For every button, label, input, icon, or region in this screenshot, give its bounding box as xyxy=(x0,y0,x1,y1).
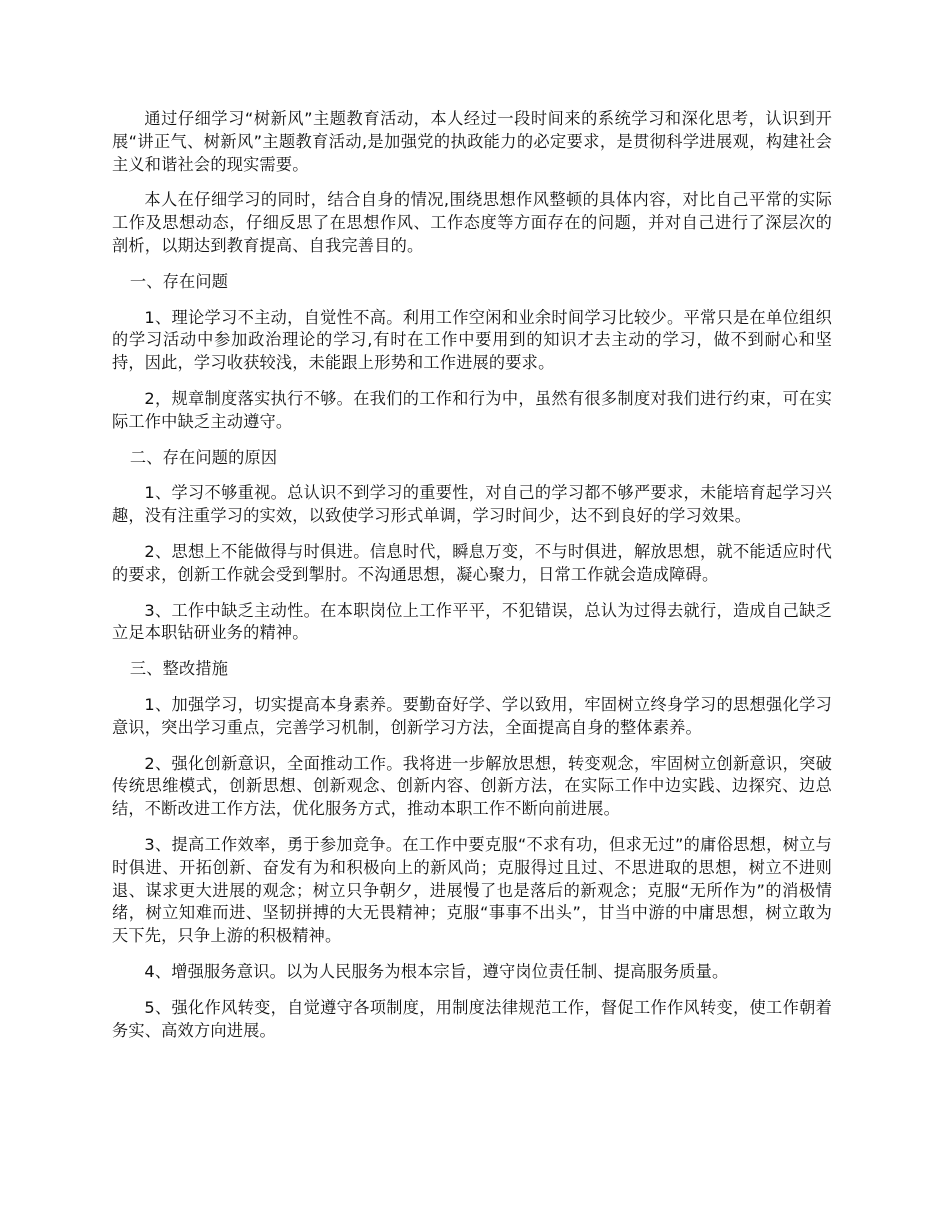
measure-item-1: 1、加强学习，切实提高本身素养。要勤奋好学、学以致用，牢固树立终身学习的思想强化学习意识，突出学习重点，完善学习机制，创新学习方法，全面提高自身的整体素养。 xyxy=(112,694,832,737)
measure-item-2: 2、强化创新意识，全面推动工作。我将进一步解放思想，转变观念，牢固树立创新意识，突破传统思维模式，创新思想、创新观念、创新内容、创新方法，在实际工作中边实践、边探究、边总结，不断改进工作方法，优化服务方式，推动本职工作不断向前进展。 xyxy=(112,753,832,819)
measure-item-3: 3、提高工作效率，勇于参加竞争。在工作中要克服“不求有功，但求无过”的庸俗思想，树立与时俱进、开拓创新、奋发有为和积极向上的新风尚；克服得过且过、不思进取的思想，树立不进则退、谋求更大进展的观念；树立只争朝夕，进展慢了也是落后的新观念；克服“无所作为”的消极情绪，树立知难而进、坚韧拼搏的大无畏精神；克服“事事不出头”，甘当中游的中庸思想，树立敢为天下先，只争上游的积极精神。 xyxy=(112,834,832,946)
intro-paragraph-1: 通过仔细学习“树新风”主题教育活动，本人经过一段时间来的系统学习和深化思考，认识到开展“讲正气、树新风”主题教育活动,是加强党的执政能力的必定要求，是贯彻科学进展观，构建社会主义和谐社会的现实需要。 xyxy=(112,109,832,174)
problem-item-2: 2，规章制度落实执行不够。在我们的工作和行为中，虽然有很多制度对我们进行约束，可在实际工作中缺乏主动遵守。 xyxy=(112,388,832,431)
cause-item-3: 3、工作中缺乏主动性。在本职岗位上工作平平，不犯错误，总认为过得去就行，造成自己缺乏立足本职钻研业务的精神。 xyxy=(112,600,832,643)
cause-item-2: 2、思想上不能做得与时俱进。信息时代，瞬息万变，不与时俱进，解放思想，就不能适应时代的要求，创新工作就会受到掣肘。不沟通思想，凝心聚力，日常工作就会造成障碍。 xyxy=(112,541,832,584)
section-heading-measures: 三、整改措施 xyxy=(129,659,229,679)
intro-paragraph-2: 本人在仔细学习的同时，结合自身的情况,围绕思想作风整顿的具体内容，对比自己平常的实际工作及思想动态，仔细反思了在思想作风、工作态度等方面存在的问题，并对自己进行了深层次的剖析，以期达到教育提高、自我完善目的。 xyxy=(112,190,832,255)
section-heading-problems: 一、存在问题 xyxy=(129,271,229,291)
section-heading-causes: 二、存在问题的原因 xyxy=(129,447,278,467)
cause-item-1: 1、学习不够重视。总认识不到学习的重要性，对自己的学习都不够严要求，未能培育起学习兴趣，没有注重学习的实效，以致使学习形式单调，学习时间少，达不到良好的学习效果。 xyxy=(112,483,832,526)
problem-item-1: 1、理论学习不主动，自觉性不高。利用工作空闲和业余时间学习比较少。平常只是在单位组织的学习活动中参加政治理论的学习,有时在工作中要用到的知识才去主动的学习，做不到耐心和坚持，因此，学习收获较浅，未能跟上形势和工作进展的要求。 xyxy=(112,307,832,373)
measure-item-5: 5、强化作风转变，自觉遵守各项制度，用制度法律规范工作，督促工作作风转变，使工作朝着务实、高效方向进展。 xyxy=(112,997,832,1040)
measure-item-4: 4、增强服务意识。以为人民服务为根本宗旨，遵守岗位责任制、提高服务质量。 xyxy=(144,961,729,981)
document-body xyxy=(112,108,832,1055)
